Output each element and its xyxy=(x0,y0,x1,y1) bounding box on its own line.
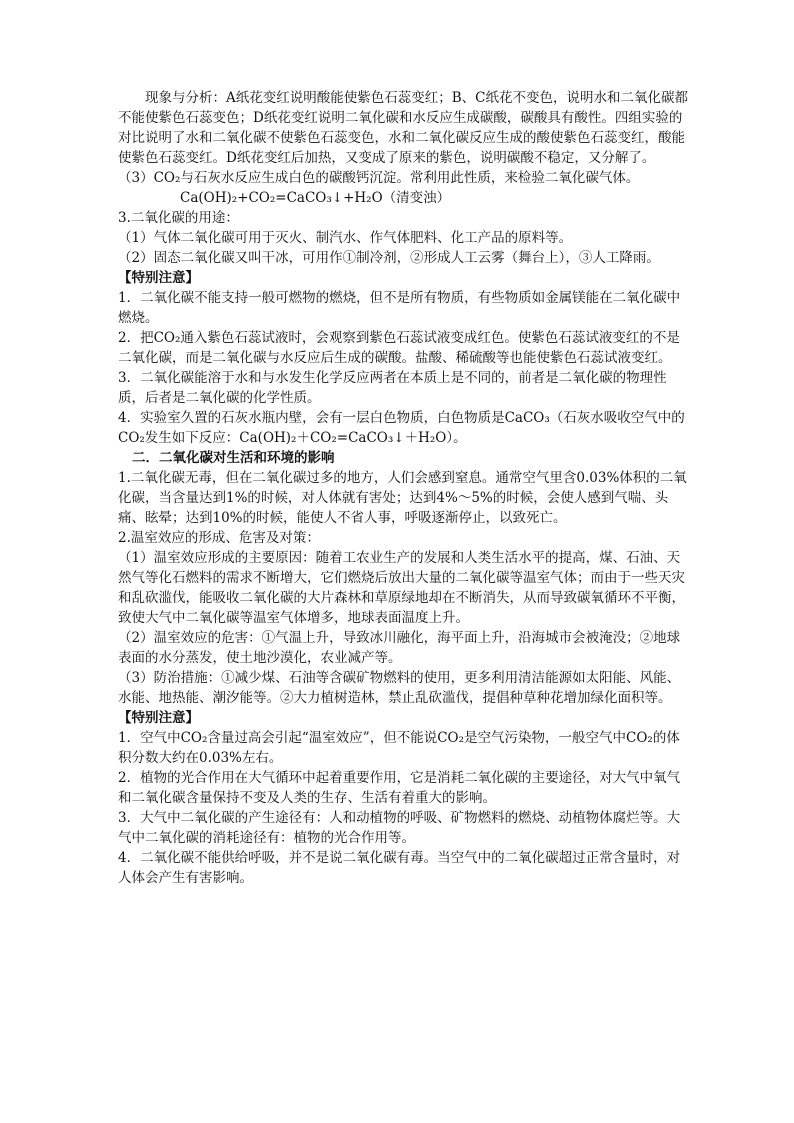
special-note-heading: 【特别注意】 xyxy=(118,270,199,286)
chemical-equation: Ca(OH)₂+CO₂=CaCO₃↓+H₂O（清变浊） xyxy=(180,190,451,206)
note2-item-1: 1．空气中CO₂含量过高会引起“温室效应”，但不能说CO₂是空气污染物，一般空气中CO₂的体积分数大约在0.03%左右。 xyxy=(118,730,680,766)
note-item-4: 4．实验室久置的石灰水瓶内壁，会有一层白色物质，白色物质是CaCO₃（石灰水吸收空气中的CO₂发生如下反应：Ca(OH)₂＋CO₂=CaCO₃↓＋H₂O）。 xyxy=(118,410,685,446)
impact-item-2-heading: 2.温室效应的形成、危害及对策： xyxy=(118,530,320,546)
impact-item-1: 1.二氧化碳无毒，但在二氧化碳过多的地方，人们会感到窒息。通常空气里含0.03%体积的二氧化碳，当含量达到1%的时候，对人体就有害处；达到4%～5%的时候，会使人感到气喘、头痛、眩晕；达到10%的时候，能使人不省人事，呼吸逐渐停止，以致死亡。 xyxy=(118,470,687,526)
greenhouse-cause-paragraph: （1）温室效应形成的主要原因：随着工农业生产的发展和人类生活水平的提高，煤、石油、天然气等化石燃料的需求不断增大，它们燃烧后放出大量的二氧化碳等温室气体；而由于一些天灾和乱砍滥伐，能吸收二氧化碳的大片森林和草原绿地却在不断消失，从而导致碳氧循环不平衡，致使大气中二氧化碳等温室气体增多，地球表面温度上升。 xyxy=(118,550,685,626)
greenhouse-harm-paragraph: （2）温室效应的危害：①气温上升，导致冰川融化，海平面上升，沿海城市会被淹没；②地球表面的水分蒸发，使土地沙漠化，农业减产等。 xyxy=(118,630,681,666)
uses-item-1: （1）气体二氧化碳可用于灭火、制汽水、作气体肥料、化工产品的原料等。 xyxy=(118,230,573,246)
limewater-test-paragraph: （3）CO₂与石灰水反应生成白色的碳酸钙沉淀。常利用此性质，来检验二氧化碳气体。 xyxy=(118,170,640,186)
uses-heading: 3.二氧化碳的用途： xyxy=(118,210,239,226)
analysis-paragraph: 现象与分析：A纸花变红说明酸能使紫色石蕊变红；B、C纸花不变色，说明水和二氧化碳都不能使紫色石蕊变色；D纸花变红说明二氧化碳和水反应生成碳酸，碳酸具有酸性。四组实验的对比说明了水和二氧化碳不使紫色石蕊变色，水和二氧化碳反应生成的酸使紫色石蕊变红，酸能使紫色石蕊变红。D纸花变红后加热，又变成了原来的紫色，说明碳酸不稳定，又分解了。 xyxy=(118,90,688,166)
section-heading-2: 二．二氧化碳对生活和环境的影响 xyxy=(132,450,335,466)
document-body xyxy=(118,88,690,888)
greenhouse-measures-paragraph: （3）防治措施：①减少煤、石油等含碳矿物燃料的使用，更多利用清洁能源如太阳能、风能、水能、地热能、潮汐能等。②大力植树造林，禁止乱砍滥伐，提倡种草种花增加绿化面积等。 xyxy=(118,670,681,706)
note2-item-2: 2．植物的光合作用在大气循环中起着重要作用，它是消耗二氧化碳的主要途径，对大气中氧气和二氧化碳含量保持不变及人类的生存、生活有着重大的影响。 xyxy=(118,770,681,806)
note2-item-3: 3．大气中二氧化碳的产生途径有：人和动植物的呼吸、矿物燃料的燃烧、动植物体腐烂等。大气中二氧化碳的消耗途径有：植物的光合作用等。 xyxy=(118,810,681,846)
note-item-3: 3．二氧化碳能溶于水和与水发生化学反应两者在本质上是不同的，前者是二氧化碳的物理性质，后者是二氧化碳的化学性质。 xyxy=(118,370,667,406)
uses-item-2: （2）固态二氧化碳又叫干冰，可用作①制冷剂，②形成人工云雾（舞台上），③人工降雨。 xyxy=(118,250,660,266)
note2-item-4: 4．二氧化碳不能供给呼吸，并不是说二氧化碳有毒。当空气中的二氧化碳超过正常含量时，对人体会产生有害影响。 xyxy=(118,850,681,886)
note-item-2: 2．把CO₂通入紫色石蕊试液时，会观察到紫色石蕊试液变成红色。使紫色石蕊试液变红的不是二氧化碳，而是二氧化碳与水反应后生成的碳酸。盐酸、稀硫酸等也能使紫色石蕊试液变红。 xyxy=(118,330,680,366)
note-item-1: 1．二氧化碳不能支持一般可燃物的燃烧，但不是所有物质，有些物质如金属镁能在二氧化碳中燃烧。 xyxy=(118,290,681,326)
special-note-heading-2: 【特别注意】 xyxy=(118,710,199,726)
